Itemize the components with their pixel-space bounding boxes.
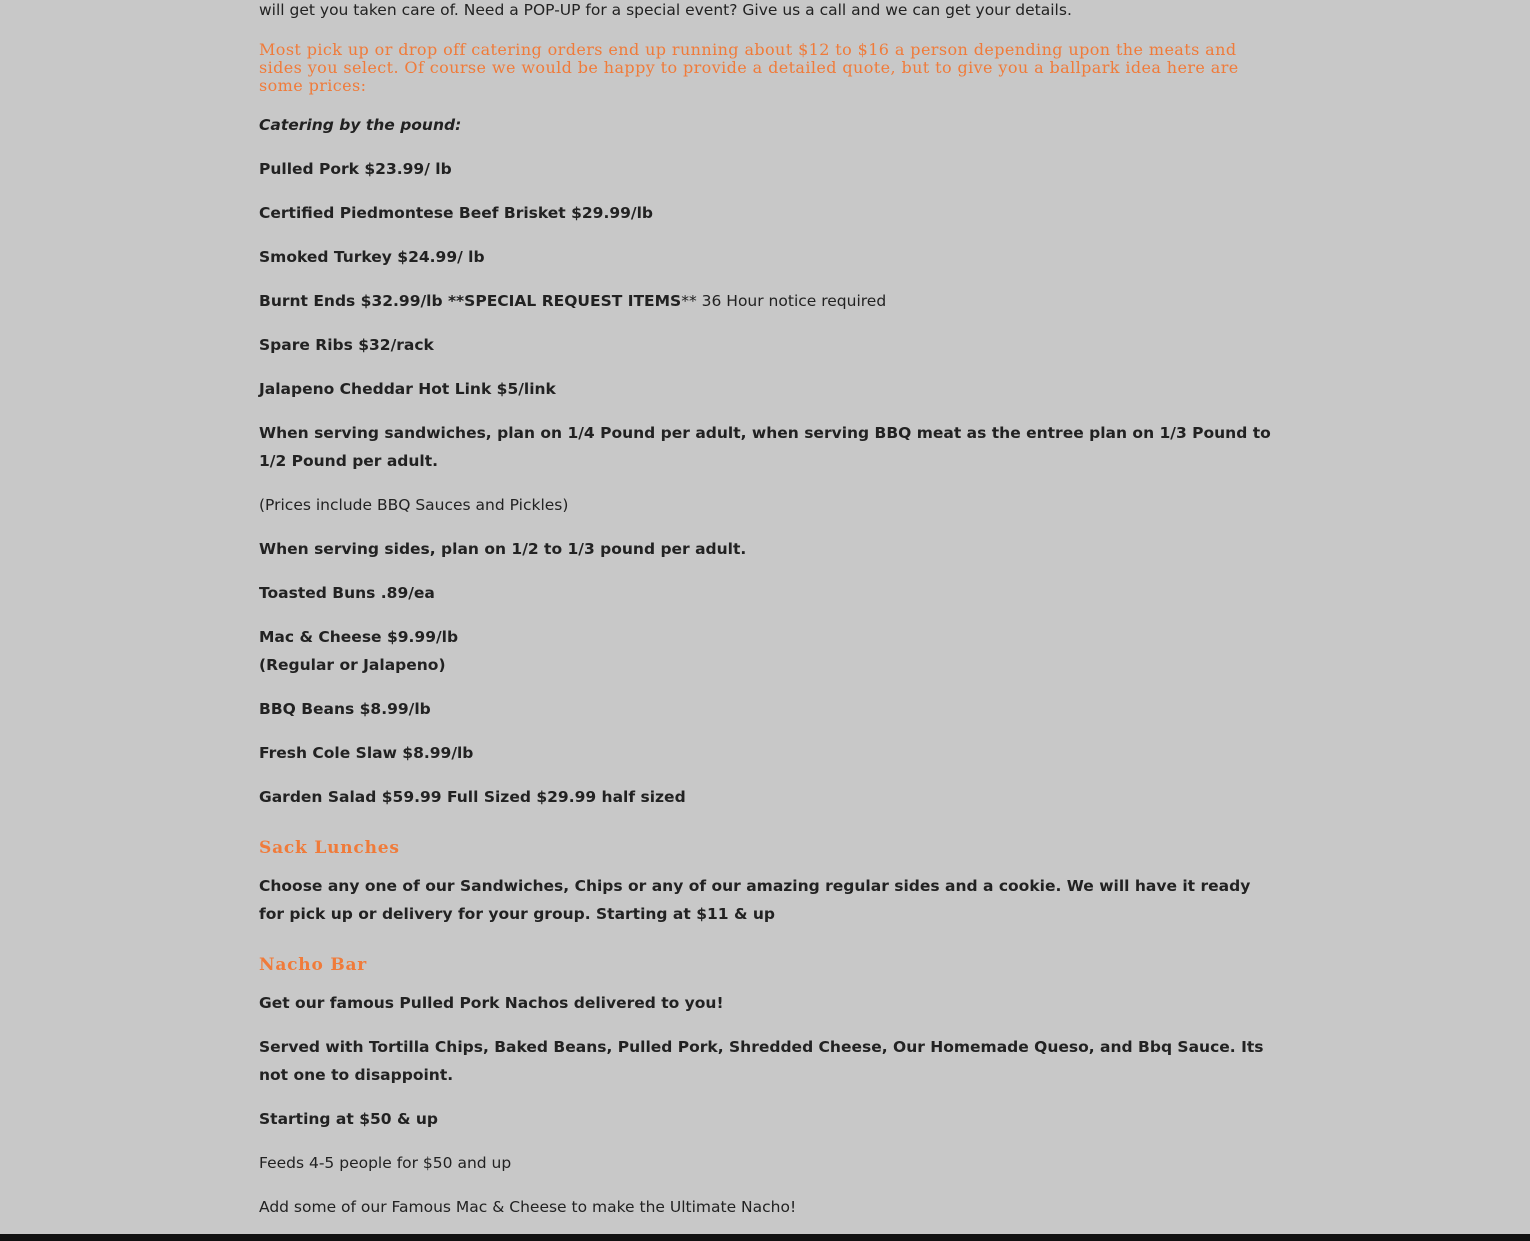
nacho-bar-price: Starting at $50 & up (259, 1110, 438, 1128)
bottom-bar (0, 1234, 1530, 1241)
nacho-bar-line-2: Served with Tortilla Chips, Baked Beans, Pulled Pork, Shredded Cheese, Our Homemade Queso, and Bbq Sauce. Its not one to disappoint. (259, 1038, 1264, 1084)
intro-text: will get you taken care of. Need a POP-UP for a special event? Give us a call and we can get your details. (259, 0, 1072, 19)
nacho-bar-upsell: Add some of our Famous Mac & Cheese to make the Ultimate Nacho! (259, 1198, 797, 1216)
nacho-bar-feeds-note: Feeds 4-5 people for $50 and up (259, 1154, 512, 1172)
menu-item-spare-ribs: Spare Ribs $32/rack (259, 336, 434, 354)
menu-item-burnt-ends (259, 287, 886, 315)
sandwich-portion-note: When serving sandwiches, plan on 1/4 Pound per adult, when serving BBQ meat as the entree plan on 1/3 Pound to 1/2 Pound per adult. (259, 424, 1271, 470)
nacho-bar-line-1: Get our famous Pulled Pork Nachos delivered to you! (259, 994, 724, 1012)
sack-lunches-heading: Sack Lunches (259, 838, 400, 858)
menu-item-cole-slaw: Fresh Cole Slaw $8.99/lb (259, 744, 474, 762)
price-note: (Prices include BBQ Sauces and Pickles) (259, 496, 569, 514)
sides-portion-note: When serving sides, plan on 1/2 to 1/3 pound per adult. (259, 540, 747, 558)
special-request-label: SPECIAL REQUEST ITEMS (464, 292, 682, 310)
menu-item-mac-cheese: Mac & Cheese $9.99/lb (259, 628, 459, 646)
notice-required-text: ** 36 Hour notice required (681, 292, 887, 310)
menu-item-bbq-beans: BBQ Beans $8.99/lb (259, 700, 431, 718)
catering-lead-text: Most pick up or drop off catering orders end up running about $12 to $16 a person depending upon the meats and sides you select. Of course we would be happy to provide a detailed quote, but to give you a ballpark idea here are some prices: (259, 40, 1239, 95)
burnt-ends-label: Burnt Ends $32.99/lb ** (259, 292, 465, 310)
menu-item-pulled-pork: Pulled Pork $23.99/ lb (259, 160, 452, 178)
menu-item-buns: Toasted Buns .89/ea (259, 584, 435, 602)
nacho-bar-heading: Nacho Bar (259, 955, 368, 975)
menu-item-garden-salad: Garden Salad $59.99 Full Sized $29.99 half sized (259, 788, 686, 806)
menu-item-brisket: Certified Piedmontese Beef Brisket $29.99/lb (259, 204, 653, 222)
sack-lunches-text: Choose any one of our Sandwiches, Chips or any of our amazing regular sides and a cookie. We will have it ready for pick up or delivery for your group. Starting at $11 & up (259, 877, 1251, 923)
mac-cheese-options: (Regular or Jalapeno) (259, 656, 446, 674)
menu-item-smoked-turkey: Smoked Turkey $24.99/ lb (259, 248, 485, 266)
catering-subheading: Catering by the pound: (259, 116, 462, 134)
menu-item-hot-link: Jalapeno Cheddar Hot Link $5/link (259, 380, 556, 398)
